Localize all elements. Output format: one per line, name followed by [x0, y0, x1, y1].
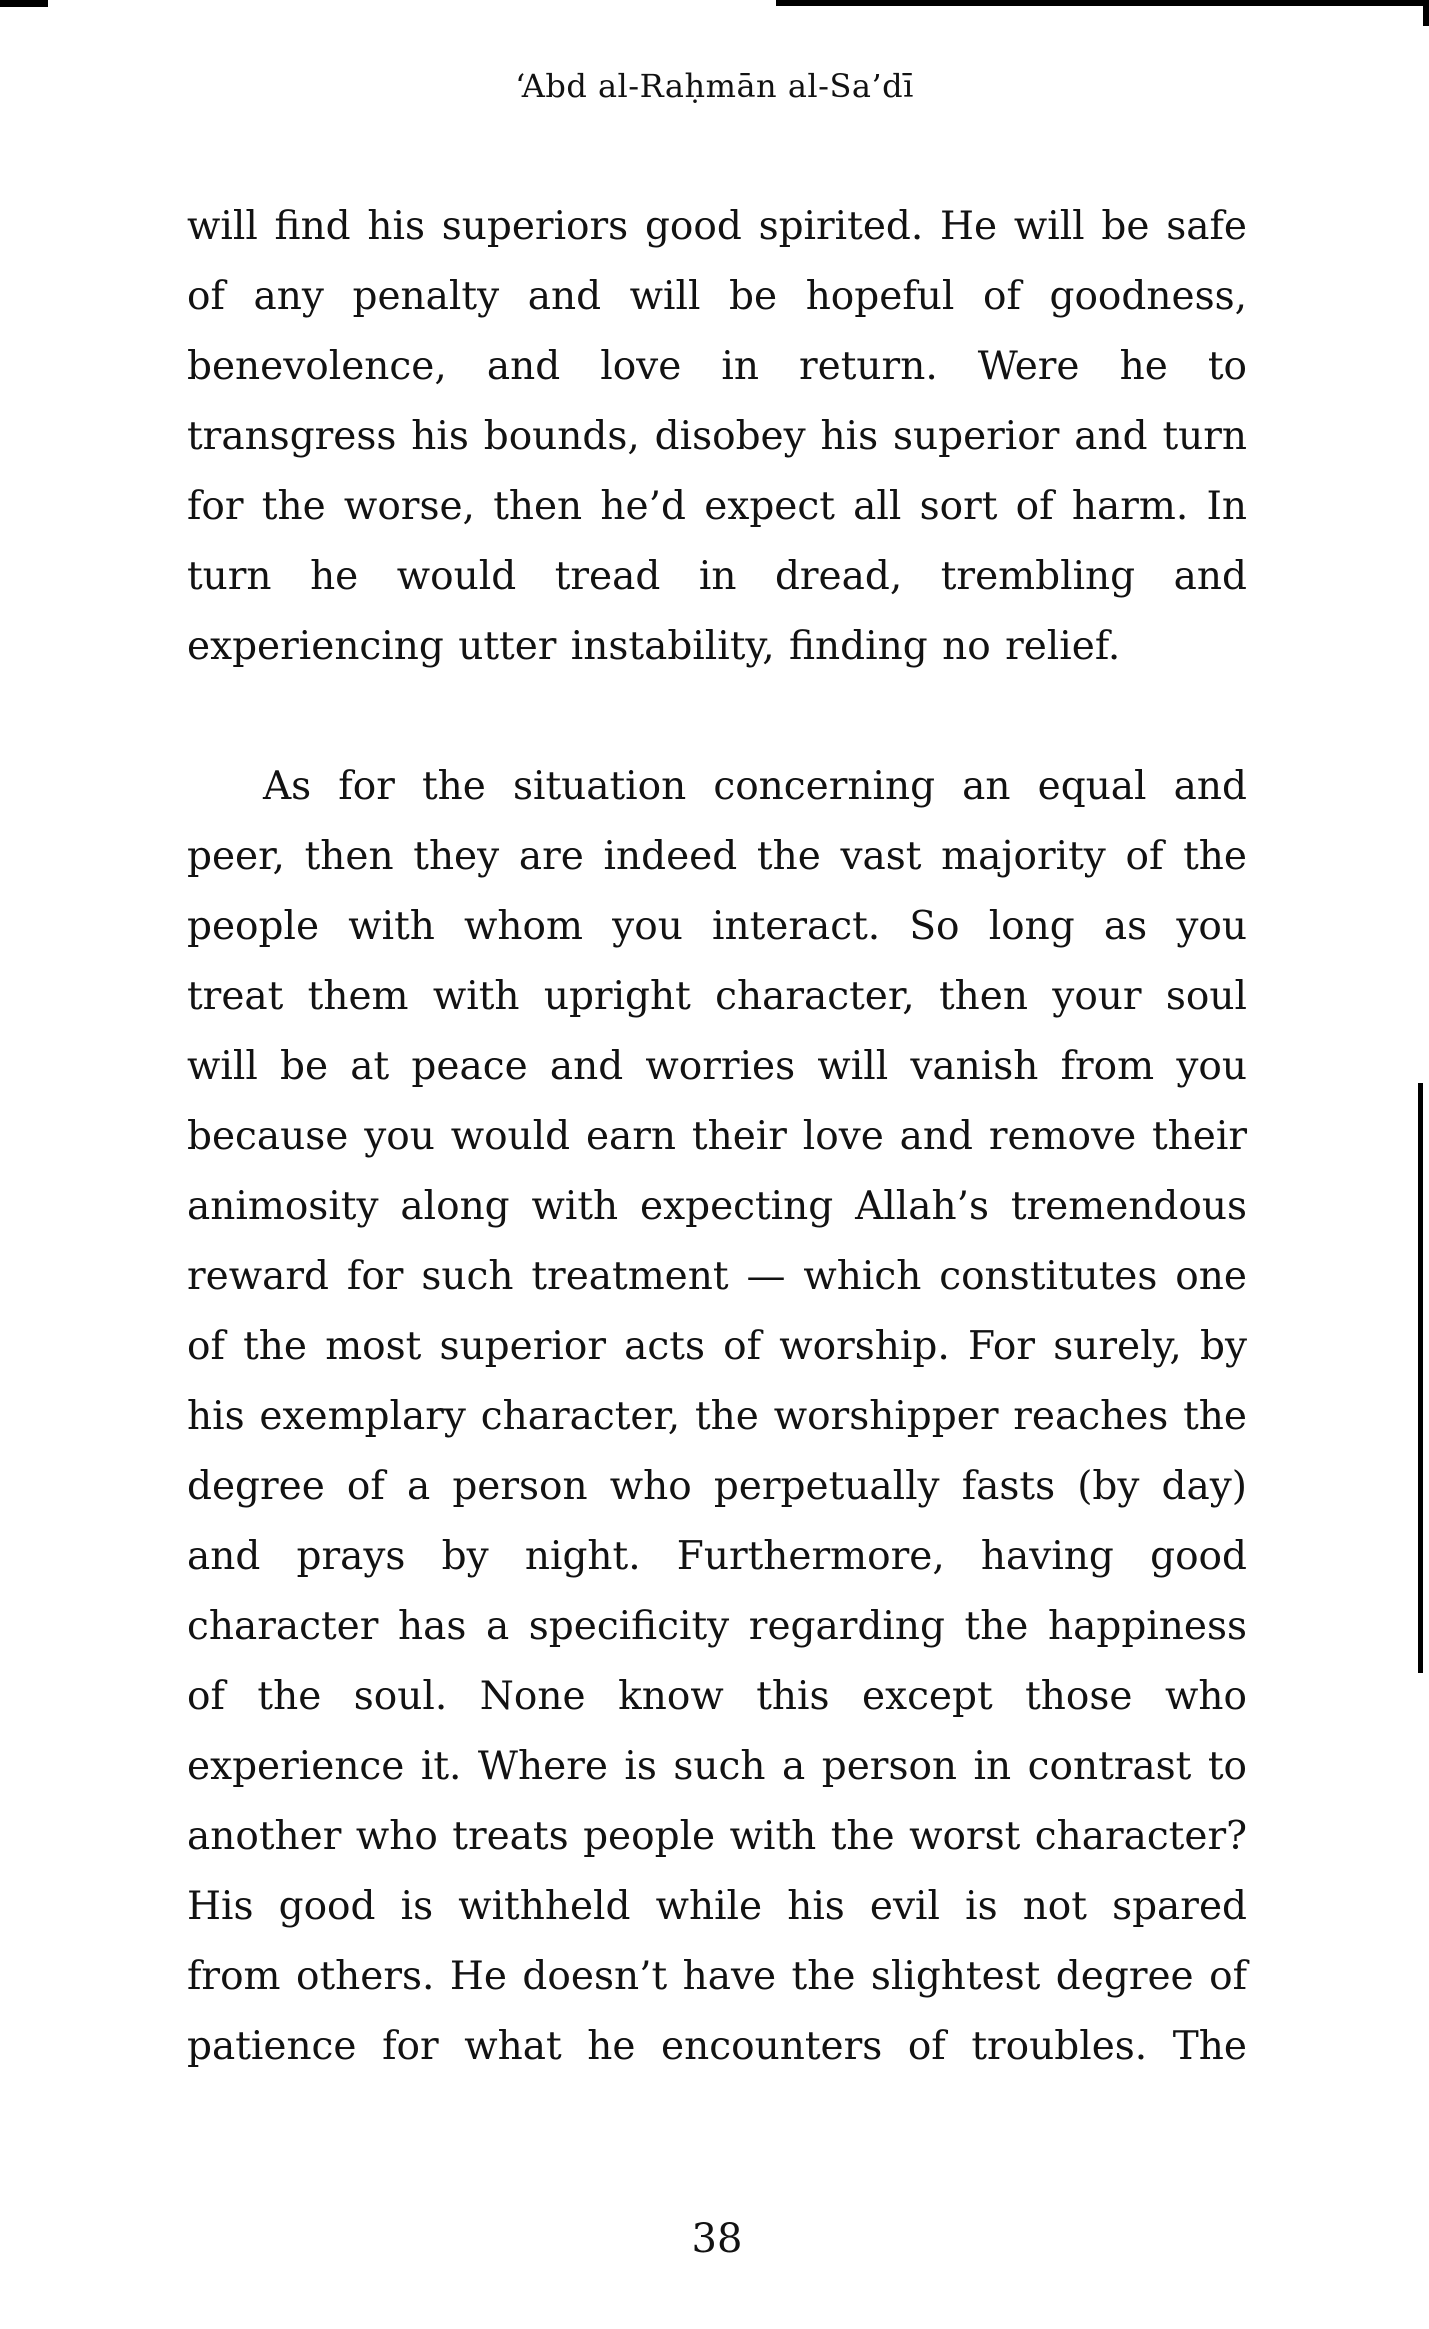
running-header: [0, 64, 1429, 108]
text-line: of the soul. None know this except those who: [187, 1674, 1247, 1719]
scan-artifact-top-left-mark: [0, 0, 48, 7]
text-line: because you would earn their love and remove their: [187, 1114, 1247, 1159]
text-line: experience it. Where is such a person in contrast to: [187, 1744, 1247, 1789]
page-number: 38: [691, 2216, 743, 2262]
paragraph-2: [187, 752, 1247, 2082]
body-text: [187, 192, 1247, 2082]
text-line: transgress his bounds, disobey his superior and turn: [187, 414, 1247, 459]
text-line: of the most superior acts of worship. For surely, by: [187, 1324, 1247, 1369]
text-line: for the worse, then he’d expect all sort of harm. In: [187, 484, 1247, 529]
text-line: As for the situation concerning an equal and: [263, 764, 1247, 809]
text-line: benevolence, and love in return. Were he to: [187, 344, 1247, 389]
text-line: treat them with upright character, then your soul: [187, 974, 1247, 1019]
author-name: ‘Abd al-Raḥmān al-Sa’dī: [515, 67, 914, 105]
text-line: His good is withheld while his evil is not spared: [187, 1884, 1247, 1929]
text-line: of any penalty and will be hopeful of goodness,: [187, 274, 1247, 319]
text-line: patience for what he encounters of troubles. The: [187, 2024, 1247, 2069]
paragraph-1: [187, 192, 1247, 682]
scan-artifact-top-right-tick: [1423, 0, 1429, 26]
text-line: degree of a person who perpetually fasts (by day): [187, 1464, 1247, 1509]
text-line: another who treats people with the worst character?: [187, 1814, 1247, 1859]
text-line: experiencing utter instability, finding no relief.: [187, 624, 1121, 669]
text-line: character has a specificity regarding the happiness: [187, 1604, 1247, 1649]
text-line: peer, then they are indeed the vast majority of the: [187, 834, 1247, 879]
scan-artifact-top-edge-line: [776, 0, 1429, 6]
text-line: reward for such treatment — which constitutes one: [187, 1254, 1247, 1299]
text-line: will be at peace and worries will vanish from you: [187, 1044, 1247, 1089]
text-line: his exemplary character, the worshipper reaches the: [187, 1394, 1247, 1439]
scan-artifact-right-edge-line: [1418, 1083, 1423, 1673]
page-footer: [187, 2204, 1247, 2274]
text-line: from others. He doesn’t have the slightest degree of: [187, 1954, 1247, 1999]
text-line: people with whom you interact. So long as you: [187, 904, 1247, 949]
text-line: turn he would tread in dread, trembling and: [187, 554, 1247, 599]
text-line: will find his superiors good spirited. He will be safe: [187, 204, 1247, 249]
text-line: animosity along with expecting Allah’s tremendous: [187, 1184, 1247, 1229]
text-line: and prays by night. Furthermore, having good: [187, 1534, 1247, 1579]
